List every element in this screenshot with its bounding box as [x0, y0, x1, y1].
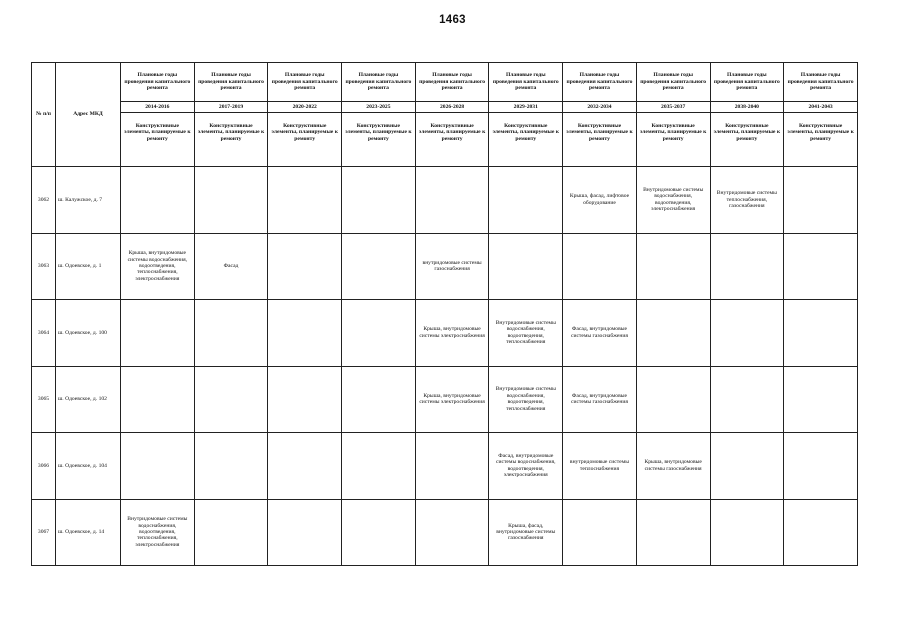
address-header: Адрес МКД: [56, 63, 121, 167]
repair-cell: [194, 167, 268, 234]
repair-cell: [121, 366, 195, 433]
elements-header: Конструктивные элементы, планируемые к ремонту: [415, 113, 489, 167]
repair-cell: Внутридомовые системы водоснабжения, водоотведения, теплоснабжения: [489, 366, 563, 433]
year-group-title: Плановые годы проведения капитального ремонта: [415, 63, 489, 102]
row-number: 3067: [32, 499, 56, 566]
repair-cell: Внутридомовые системы водоснабжения, водоотведения, теплоснабжения, электроснабжения: [121, 499, 195, 566]
table-row: [32, 233, 858, 300]
repair-cell: Фасад, внутридомовые системы водоснабжения, водоотведения, электроснабжения: [489, 433, 563, 500]
elements-header: Конструктивные элементы, планируемые к ремонту: [121, 113, 195, 167]
table-row: [32, 167, 858, 234]
repair-cell: [784, 499, 858, 566]
repair-cell: [636, 366, 710, 433]
year-period: 2023-2025: [342, 102, 416, 113]
row-number: 3062: [32, 167, 56, 234]
repair-cell: [342, 167, 416, 234]
repair-cell: Крыша, фасад, внутридомовые системы газоснабжения: [489, 499, 563, 566]
repair-cell: [636, 499, 710, 566]
row-address: ш. Одоевское, д. 1: [56, 233, 121, 300]
year-period: 2032-2034: [563, 102, 637, 113]
repair-cell: [268, 167, 342, 234]
year-period: 2014-2016: [121, 102, 195, 113]
repair-cell: [784, 300, 858, 367]
table-header: [32, 63, 858, 167]
repair-cell: [194, 499, 268, 566]
table-row: [32, 300, 858, 367]
row-address: ш. Одоевское, д. 100: [56, 300, 121, 367]
repair-cell: [710, 300, 784, 367]
repair-cell: [784, 366, 858, 433]
repair-cell: Внутридомовые системы водоснабжения, водоотведения, электроснабжения: [636, 167, 710, 234]
year-period: 2035-2037: [636, 102, 710, 113]
table-row: [32, 366, 858, 433]
repair-cell: Фасад, внутридомовые системы газоснабжения: [563, 366, 637, 433]
repair-cell: [415, 433, 489, 500]
repair-cell: Крыша, внутридомовые системы водоснабжения, водоотведения, теплоснабжения, электроснабжения: [121, 233, 195, 300]
repair-cell: [489, 167, 563, 234]
repair-cell: внутридомовые системы газоснабжения: [415, 233, 489, 300]
year-period: 2017-2019: [194, 102, 268, 113]
year-group-title: Плановые годы проведения капитального ремонта: [121, 63, 195, 102]
year-group-title: Плановые годы проведения капитального ремонта: [342, 63, 416, 102]
repair-cell: [342, 300, 416, 367]
repair-cell: [268, 366, 342, 433]
repair-cell: внутридомовые системы теплоснабжения: [563, 433, 637, 500]
repair-cell: [268, 300, 342, 367]
year-period: 2026-2028: [415, 102, 489, 113]
year-group-title: Плановые годы проведения капитального ремонта: [636, 63, 710, 102]
repair-cell: [194, 300, 268, 367]
year-group-title: Плановые годы проведения капитального ремонта: [784, 63, 858, 102]
repair-cell: [784, 167, 858, 234]
repair-cell: Крыша, внутридомовые системы электроснабжения: [415, 300, 489, 367]
repair-cell: [268, 499, 342, 566]
elements-header: Конструктивные элементы, планируемые к ремонту: [563, 113, 637, 167]
repair-cell: Внутридомовые системы теплоснабжения, газоснабжения: [710, 167, 784, 234]
table-body: [32, 167, 858, 566]
repair-cell: [636, 233, 710, 300]
row-number: 3066: [32, 433, 56, 500]
row-address: ш. Одоевское, д. 102: [56, 366, 121, 433]
repair-cell: Крыша, внутридомовые системы газоснабжения: [636, 433, 710, 500]
elements-header: Конструктивные элементы, планируемые к ремонту: [342, 113, 416, 167]
row-number: 3063: [32, 233, 56, 300]
repair-cell: [636, 300, 710, 367]
year-group-title: Плановые годы проведения капитального ремонта: [489, 63, 563, 102]
repair-cell: [194, 433, 268, 500]
elements-header: Конструктивные элементы, планируемые к ремонту: [194, 113, 268, 167]
repair-cell: [342, 499, 416, 566]
year-period: 2029-2031: [489, 102, 563, 113]
elements-header: Конструктивные элементы, планируемые к ремонту: [710, 113, 784, 167]
repair-cell: [784, 233, 858, 300]
repair-cell: [710, 366, 784, 433]
row-address: ш. Одоевское, д. 14: [56, 499, 121, 566]
row-address: ш. Калужское, д. 7: [56, 167, 121, 234]
repair-cell: [489, 233, 563, 300]
repair-cell: [710, 233, 784, 300]
repair-cell: [563, 499, 637, 566]
row-number: 3065: [32, 366, 56, 433]
repair-cell: [563, 233, 637, 300]
elements-header: Конструктивные элементы, планируемые к ремонту: [268, 113, 342, 167]
year-group-title: Плановые годы проведения капитального ремонта: [268, 63, 342, 102]
repair-cell: [342, 233, 416, 300]
repair-cell: Внутридомовые системы водоснабжения, водоотведения, теплоснабжения: [489, 300, 563, 367]
year-group-title: Плановые годы проведения капитального ремонта: [194, 63, 268, 102]
elements-header: Конструктивные элементы, планируемые к ремонту: [784, 113, 858, 167]
repair-cell: [194, 366, 268, 433]
repair-cell: Крыша, фасад, лифтовое оборудование: [563, 167, 637, 234]
elements-header: Конструктивные элементы, планируемые к ремонту: [636, 113, 710, 167]
table-row: [32, 433, 858, 500]
row-address: ш. Одоевское, д. 104: [56, 433, 121, 500]
year-period: 2020-2022: [268, 102, 342, 113]
repair-cell: [415, 499, 489, 566]
repair-cell: [415, 167, 489, 234]
year-group-title: Плановые годы проведения капитального ремонта: [563, 63, 637, 102]
repair-cell: [121, 167, 195, 234]
repair-cell: Крыша, внутридомовые системы электроснабжения: [415, 366, 489, 433]
year-group-title: Плановые годы проведения капитального ремонта: [710, 63, 784, 102]
capital-repair-table: [31, 62, 858, 566]
repair-cell: [268, 233, 342, 300]
year-period: 2041-2043: [784, 102, 858, 113]
repair-cell: [268, 433, 342, 500]
repair-cell: [342, 366, 416, 433]
table-row: [32, 499, 858, 566]
repair-cell: Фасад, внутридомовые системы газоснабжения: [563, 300, 637, 367]
elements-header: Конструктивные элементы, планируемые к ремонту: [489, 113, 563, 167]
repair-cell: [710, 499, 784, 566]
num-header: № п/п: [32, 63, 56, 167]
repair-cell: Фасад: [194, 233, 268, 300]
repair-cell: [784, 433, 858, 500]
row-number: 3064: [32, 300, 56, 367]
repair-cell: [121, 300, 195, 367]
repair-cell: [121, 433, 195, 500]
page-number: 1463: [439, 14, 466, 26]
repair-cell: [342, 433, 416, 500]
repair-cell: [710, 433, 784, 500]
year-period: 2038-2040: [710, 102, 784, 113]
